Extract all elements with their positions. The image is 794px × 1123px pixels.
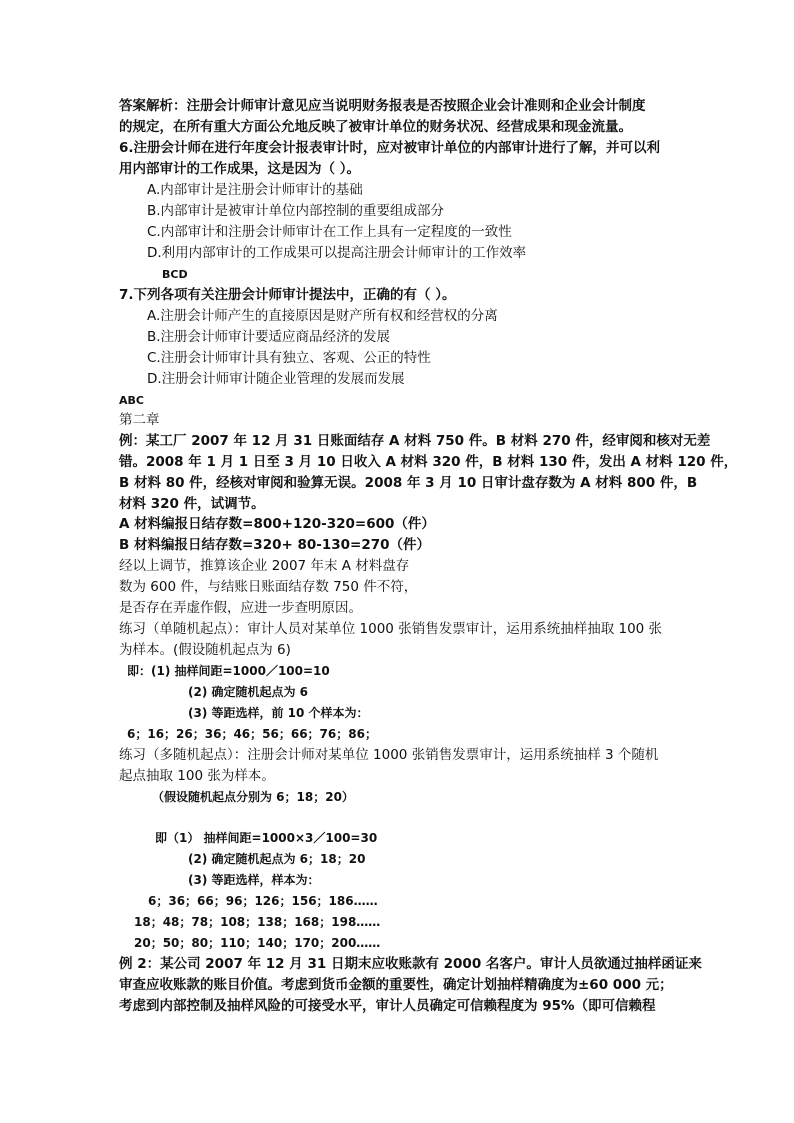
answer-explanation-line-2: 的规定，在所有重大方面公允地反映了被审计单位的财务状况、经营成果和现金流量。: [119, 119, 632, 135]
question-6-answer: BCD: [162, 268, 188, 281]
question-7-answer: ABC: [119, 394, 144, 407]
conclusion-line-3: 是否存在弄虚作假，应进一步查明原因。: [119, 600, 362, 616]
material-a-calculation: A 材料编报日结存数=800+120-320=600（件）: [119, 516, 435, 532]
question-7-option-b: B.注册会计师审计要适应商品经济的发展: [147, 329, 391, 345]
conclusion-line-2: 数为 600 件，与结账日账面结存数 750 件不符，: [119, 579, 418, 595]
exercise-multi-start-line-1: 练习（多随机起点）：注册会计师对某单位 1000 张销售发票审计，运用系统抽样 3 个随机: [119, 747, 659, 763]
material-b-calculation: B 材料编报日结存数=320+ 80-130=270（件）: [119, 537, 431, 553]
single-step-3: (3) 等距选样，前 10 个样本为：: [188, 706, 369, 720]
question-6-line-1: 6.注册会计师在进行年度会计报表审计时，应对被审计单位的内部审计进行了解，并可以利: [119, 140, 661, 156]
example-1-line-3: B 材料 80 件，经核对审阅和验算无误。2008 年 3 月 10 日审计盘存数为 A 材料 800 件，B: [119, 475, 698, 491]
conclusion-line-1: 经以上调节，推算该企业 2007 年末 A 材料盘存: [119, 558, 410, 574]
multi-start-assumption: （假设随机起点分别为 6；18；20）: [152, 790, 354, 804]
question-7-option-d: D.注册会计师审计随企业管理的发展而发展: [147, 371, 405, 387]
multi-sample-list-2: 18；48；78；108；138；168；198……: [134, 915, 381, 929]
single-step-2: (2) 确定随机起点为 6: [188, 685, 309, 699]
single-sample-list: 6；16；26；36；46；56；66；76；86；: [127, 727, 377, 741]
exercise-single-start-line-1: 练习（单随机起点）：审计人员对某单位 1000 张销售发票审计，运用系统抽样抽取 100 张: [119, 621, 663, 637]
example-2-line-2: 审查应收账款的账目价值。考虑到货币金额的重要性，确定计划抽样精确度为±60 000 元；: [119, 977, 673, 993]
example-2-line-1: 例 2：某公司 2007 年 12 月 31 日期末应收账款有 2000 名客户。审计人员欲通过抽样函证来: [119, 956, 702, 972]
multi-sample-list-3: 20；50；80；110；140；170；200……: [134, 936, 381, 950]
multi-sample-list-1: 6；36；66；96；126；156；186……: [148, 894, 378, 908]
question-6-option-a: A.内部审计是注册会计师审计的基础: [147, 182, 363, 198]
chapter-heading: 第二章: [119, 412, 160, 428]
question-6-line-2: 用内部审计的工作成果，这是因为（ ）。: [119, 161, 360, 177]
question-7-stem: 7.下列各项有关注册会计师审计提法中，正确的有（ ）。: [119, 287, 456, 303]
multi-step-1: 即（1） 抽样间距=1000×3／100=30: [155, 831, 378, 845]
question-6-option-d: D.利用内部审计的工作成果可以提高注册会计师审计的工作效率: [147, 245, 527, 261]
answer-explanation-line-1: 答案解析：注册会计师审计意见应当说明财务报表是否按照企业会计准则和企业会计制度: [119, 98, 646, 114]
multi-step-2: (2) 确定随机起点为 6；18；20: [188, 852, 366, 866]
exercise-single-start-line-2: 为样本。(假设随机起点为 6): [119, 642, 291, 658]
question-7-option-a: A.注册会计师产生的直接原因是财产所有权和经营权的分离: [147, 308, 498, 324]
example-1-line-1: 例：某工厂 2007 年 12 月 31 日账面结存 A 材料 750 件。B 材料 270 件，经审阅和核对无差: [119, 433, 711, 449]
multi-step-3: (3) 等距选样，样本为：: [188, 873, 320, 887]
example-2-line-3: 考虑到内部控制及抽样风险的可接受水平，审计人员确定可信赖程度为 95%（即可信赖程: [119, 998, 656, 1014]
single-step-1: 即：(1) 抽样间距=1000／100=10: [127, 664, 330, 678]
example-1-line-4: 材料 320 件，试调节。: [119, 496, 265, 512]
question-6-option-b: B.内部审计是被审计单位内部控制的重要组成部分: [147, 203, 445, 219]
question-7-option-c: C.注册会计师审计具有独立、客观、公正的特性: [147, 350, 431, 366]
example-1-line-2: 错。2008 年 1 月 1 日至 3 月 10 日收入 A 材料 320 件，B 材料 130 件，发出 A 材料 120 件，: [119, 454, 738, 470]
question-6-option-c: C.内部审计和注册会计师审计在工作上具有一定程度的一致性: [147, 224, 512, 240]
exercise-multi-start-line-2: 起点抽取 100 张为样本。: [119, 768, 275, 784]
